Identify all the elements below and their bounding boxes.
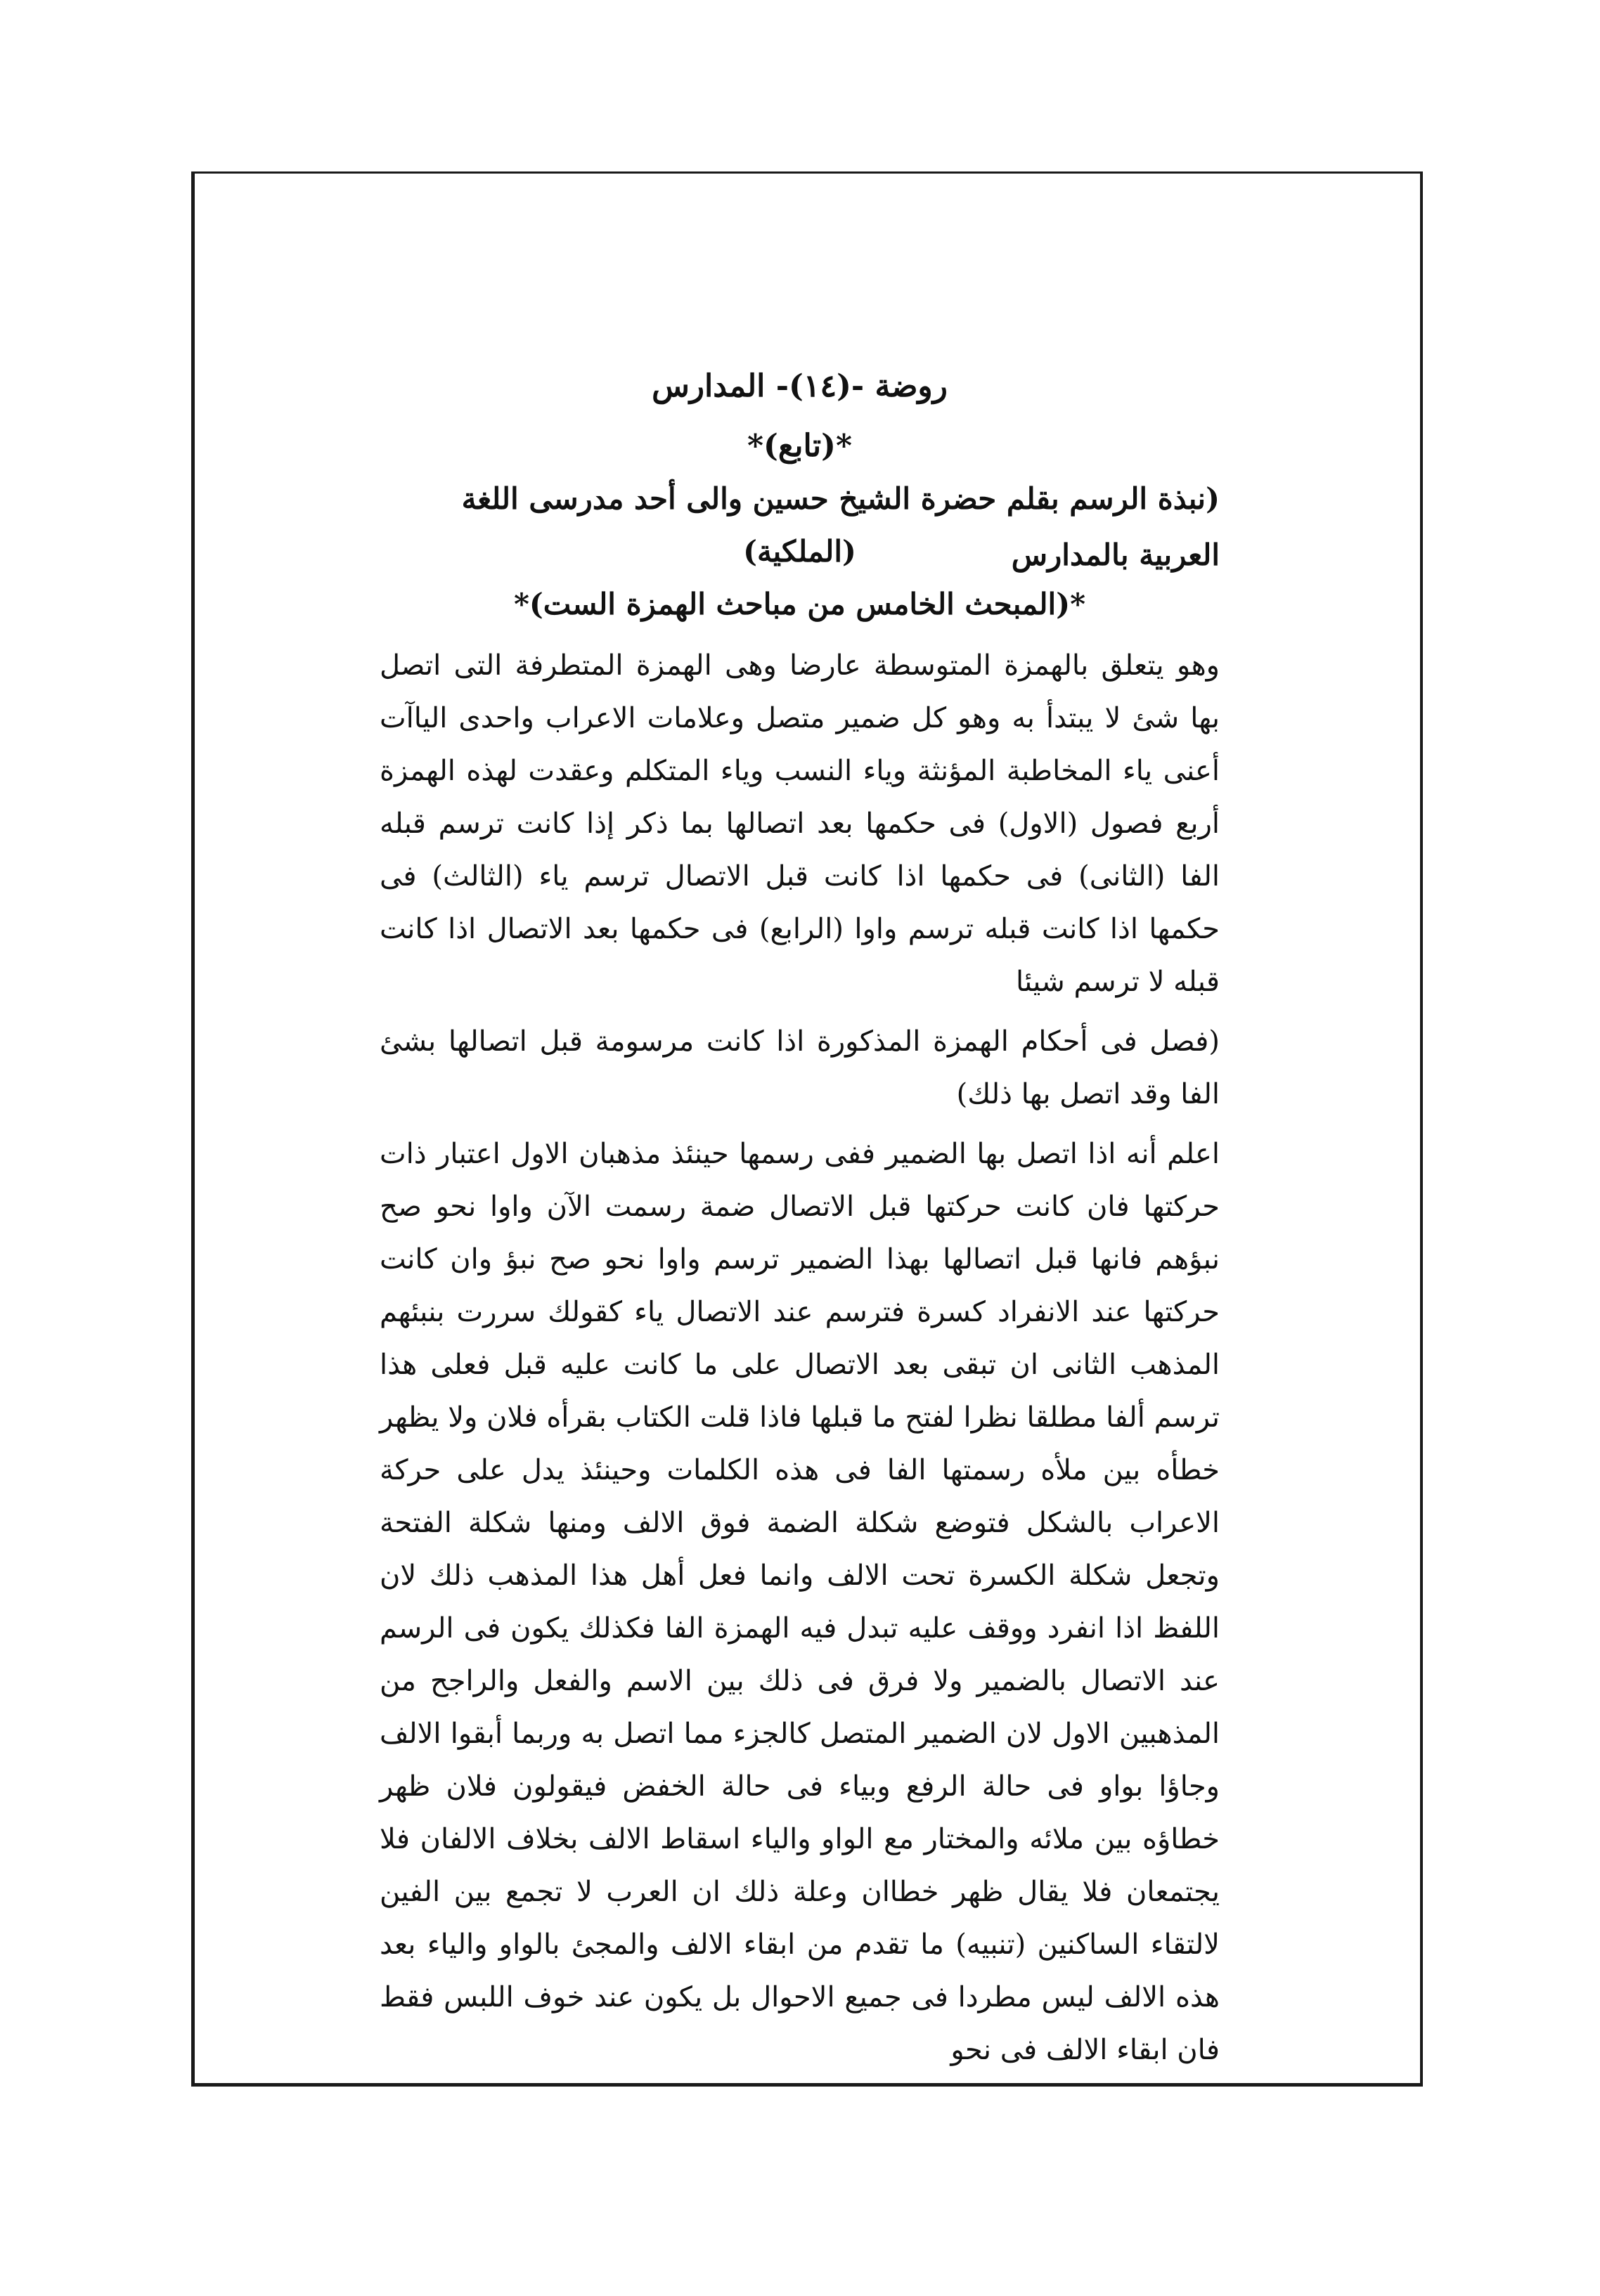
paragraph-intro: وهو يتعلق بالهمزة المتوسطة عارضا وهى الهمزة المتطرفة التى اتصل بها شئ لا يبتدأ به وهو كل ضمير متصل وعلامات الاعراب واحدى الياآت أعنى ياء المخاطبة المؤنثة وياء النسب وياء المتكلم وعقدت لهذه الهمزة أربع فصول (الاول) فى حكمها بعد اتصالها بما ذكر إذا كانت ترسم قبله الفا (الثانى) فى حكمها اذا كانت قبل الاتصال ترسم ياء (الثالث) فى حكمها اذا كانت قبله ترسم واوا (الرابع) فى حكمها بعد الاتصال اذا كانت قبله لا ترسم شيئا: [380, 649, 1220, 998]
page-content: [380, 351, 1220, 2077]
author-line: (نبذة الرسم بقلم حضرة الشيخ حسين والى أحد مدرسى اللغة العربية بالمدارس: [461, 481, 1220, 572]
page-subtitle: *(تابع)*: [747, 428, 852, 464]
section-title: *(المبحث الخامس من مباحث الهمزة الست)*: [513, 587, 1086, 621]
author-line-2: (الملكية): [743, 534, 856, 569]
paragraph-body: اعلم أنه اذا اتصل بها الضمير ففى رسمها حينئذ مذهبان الاول اعتبار ذات حركتها فان كانت حركتها قبل الاتصال ضمة رسمت الآن واوا نحو صح نبؤهم فانها قبل اتصالها بهذا الضمير ترسم واوا نحو صح نبؤ وان كانت حركتها عند الانفراد كسرة فترسم عند الاتصال ياء كقولك سررت بنبئهم المذهب الثانى ان تبقى بعد الاتصال على ما كانت عليه قبل فعلى هذا ترسم ألفا مطلقا نظرا لفتح ما قبلها فاذا قلت الكتاب بقرأه فلان ولا يظهر خطأه بين ملأه رسمتها الفا فى هذه الكلمات وحينئذ يدل على حركة الاعراب بالشكل فتوضع شكلة الضمة فوق الالف ومنها شكلة الفتحة وتجعل شكلة الكسرة تحت الالف وانما فعل أهل هذا المذهب ذلك لان اللفظ اذا انفرد ووقف عليه تبدل فيه الهمزة الفا فكذلك يكون فى الرسم عند الاتصال بالضمير ولا فرق فى ذلك بين الاسم والفعل والراجح من المذهبين الاول لان الضمير المتصل كالجزء مما اتصل به وربما أبقوا الالف وجاؤا بواو فى حالة الرفع وبياء فى حالة الخفض فيقولون فلان ظهر خطاؤه بين ملائه والمختار مع الواو والياء اسقاط الالف بخلاف الالفان فلا يجتمعان فلا يقال ظهر خطاان وعلة ذلك ان العرب لا تجمع بين الفين لالتقاء الساكنين (تنبيه) ما تقدم من ابقاء الالف والمجئ بالواو والياء بعد هذه الالف ليس مطردا فى جميع الاحوال بل يكون عند خوف اللبس فقط فان ابقاء الالف فى نحو: [380, 1138, 1220, 2066]
paragraph-fasl-heading: (فصل فى أحكام الهمزة المذكورة اذا كانت مرسومة قبل اتصالها بشئ الفا وقد اتصل بها ذلك): [380, 1025, 1220, 1110]
page-title: روضة -(١٤)- المدارس: [652, 368, 948, 404]
